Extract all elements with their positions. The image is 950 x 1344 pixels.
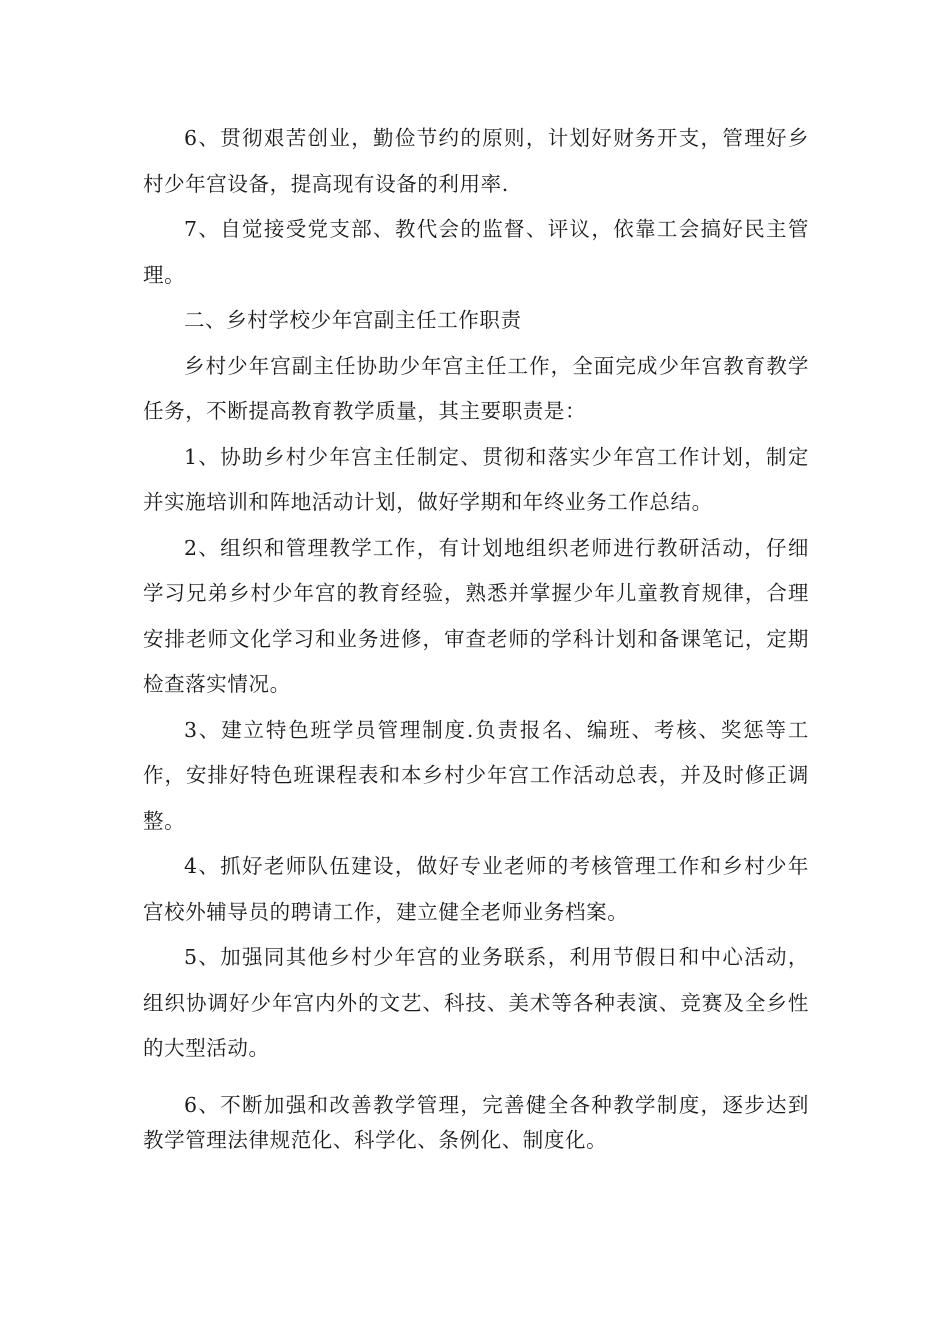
paragraph-item-6: 6、贯彻艰苦创业，勤俭节约的原则，计划好财务开支，管理好乡村少年宫设备，提高现有设备的利用率. (143, 126, 809, 196)
duty-item-4: 4、抓好老师队伍建设，做好专业老师的考核管理工作和乡村少年宫校外辅导员的聘请工作，建立健全老师业务档案。 (143, 854, 809, 924)
duty-item-1: 1、协助乡村少年宫主任制定、贯彻和落实少年宫工作计划，制定并实施培训和阵地活动计划，做好学期和年终业务工作总结。 (143, 444, 809, 514)
section-heading: 二、乡村学校少年宫副主任工作职责 (184, 308, 522, 332)
section-intro: 乡村少年宫副主任协助少年宫主任工作，全面完成少年宫教育教学任务，不断提高教育教学质量，其主要职责是： (143, 353, 809, 423)
duty-item-3: 3、建立特色班学员管理制度.负责报名、编班、考核、奖惩等工作，安排好特色班课程表和本乡村少年宫工作活动总表，并及时修正调整。 (143, 717, 809, 833)
duty-item-6: 6、不断加强和改善教学管理，完善健全各种教学制度，逐步达到教学管理法律规范化、科学化、条例化、制度化。 (143, 1092, 809, 1152)
document-page (143, 116, 809, 1158)
duty-item-2: 2、组织和管理教学工作，有计划地组织老师进行教研活动，仔细学习兄弟乡村少年宫的教育经验，熟悉并掌握少年儿童教育规律，合理安排老师文化学习和业务进修，审查老师的学科计划和备课笔记，定期检查落实情况。 (143, 535, 809, 696)
paragraph-item-7: 7、自觉接受党支部、教代会的监督、评议，依靠工会搞好民主管理。 (143, 217, 809, 287)
duty-item-5: 5、加强同其他乡村少年宫的业务联系，利用节假日和中心活动，组织协调好少年宫内外的文艺、科技、美术等各种表演、竞赛及全乡性的大型活动。 (143, 945, 809, 1060)
